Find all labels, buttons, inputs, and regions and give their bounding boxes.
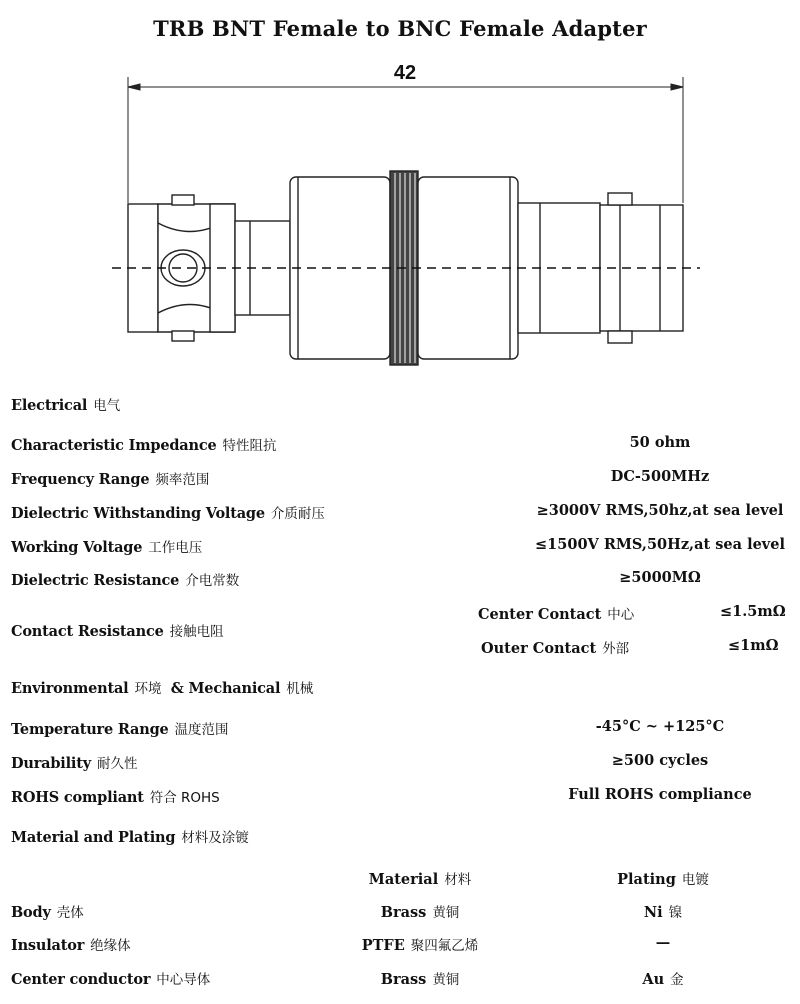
spec-label: Characteristic Impedance	[11, 437, 217, 454]
spec-row: Dielectric Resistance 介电常数 ≥5000MΩ	[0, 569, 800, 591]
material-row: Center conductor 中心导体 Brass 黄铜 Au 金	[11, 971, 684, 988]
contact-outer-row: Outer Contact 外部 ≤1mΩ	[481, 637, 779, 657]
adapter-drawing	[0, 55, 800, 375]
column-header-plating: Plating	[617, 871, 676, 888]
spec-value: Full ROHS compliance	[568, 786, 752, 803]
outer-contact-value: ≤1mΩ	[728, 637, 779, 654]
spec-label: Dielectric Resistance	[11, 572, 180, 589]
section-electrical: Electrical 电气	[11, 397, 121, 414]
part-label: Body	[11, 904, 51, 921]
spec-label: Frequency Range	[11, 471, 150, 488]
spec-row: Frequency Range 频率范围 DC-500MHz	[0, 468, 800, 490]
spec-value: -45°C ~ +125°C	[595, 718, 725, 735]
spec-row: Dielectric Withstanding Voltage 介质耐压 ≥3000V RMS,50hz,at sea level	[0, 502, 800, 524]
section-heading: Material and Plating	[11, 829, 176, 846]
spec-label: Contact Resistance	[11, 623, 164, 640]
plating-value: —	[655, 934, 671, 951]
section-heading: Electrical	[11, 397, 88, 414]
spec-label: Durability	[11, 755, 91, 772]
spec-row: Working Voltage 工作电压 ≤1500V RMS,50Hz,at sea level	[0, 536, 800, 558]
spec-label: Dielectric Withstanding Voltage	[11, 505, 265, 522]
plating-value: Ni	[643, 904, 663, 921]
material-row: Insulator 绝缘体 PTFE 聚四氟乙烯 —	[11, 934, 671, 954]
material-value: Brass	[380, 971, 427, 988]
material-header-row: Material 材料 Plating 电镀	[368, 871, 709, 888]
spec-value: DC-500MHz	[610, 468, 710, 485]
center-contact-label: Center Contact	[478, 606, 602, 623]
spec-value: ≥5000MΩ	[619, 569, 701, 586]
section-material: Material and Plating 材料及涂镀	[11, 829, 249, 846]
spec-label: ROHS compliant	[11, 789, 144, 806]
spec-row: Characteristic Impedance 特性阻抗 50 ohm	[0, 434, 800, 456]
material-row: Body 壳体 Brass 黄铜 Ni 镍	[11, 904, 683, 921]
material-value: Brass	[380, 904, 427, 921]
center-contact-value: ≤1.5mΩ	[720, 603, 786, 620]
contact-center-row: Center Contact 中心 ≤1.5mΩ	[478, 603, 786, 623]
spec-value: ≥3000V RMS,50hz,at sea level	[536, 502, 784, 519]
section-environmental: Environmental 环境 & Mechanical 机械	[11, 680, 314, 697]
outer-contact-label: Outer Contact	[481, 640, 597, 657]
contact-resistance-row: Contact Resistance 接触电阻	[11, 623, 224, 640]
page-title: TRB BNT Female to BNC Female Adapter	[153, 16, 647, 41]
part-label: Center conductor	[11, 971, 151, 988]
spec-value: ≤1500V RMS,50Hz,at sea level	[535, 536, 785, 553]
spec-row: Durability 耐久性 ≥500 cycles	[0, 752, 800, 774]
plating-value: Au	[642, 971, 665, 988]
dimension-label: 42	[393, 62, 417, 84]
part-label: Insulator	[11, 937, 85, 954]
column-header-material: Material	[368, 871, 439, 888]
spec-row: Temperature Range 温度范围 -45°C ~ +125°C	[0, 718, 800, 740]
spec-row: ROHS compliant 符合 ROHS Full ROHS compliance	[0, 786, 800, 808]
spec-value: ≥500 cycles	[611, 752, 709, 769]
section-heading: Environmental	[11, 680, 129, 697]
spec-label: Temperature Range	[11, 721, 169, 738]
spec-label: Working Voltage	[11, 539, 143, 556]
spec-value: 50 ohm	[629, 434, 691, 451]
material-value: PTFE	[361, 937, 405, 954]
